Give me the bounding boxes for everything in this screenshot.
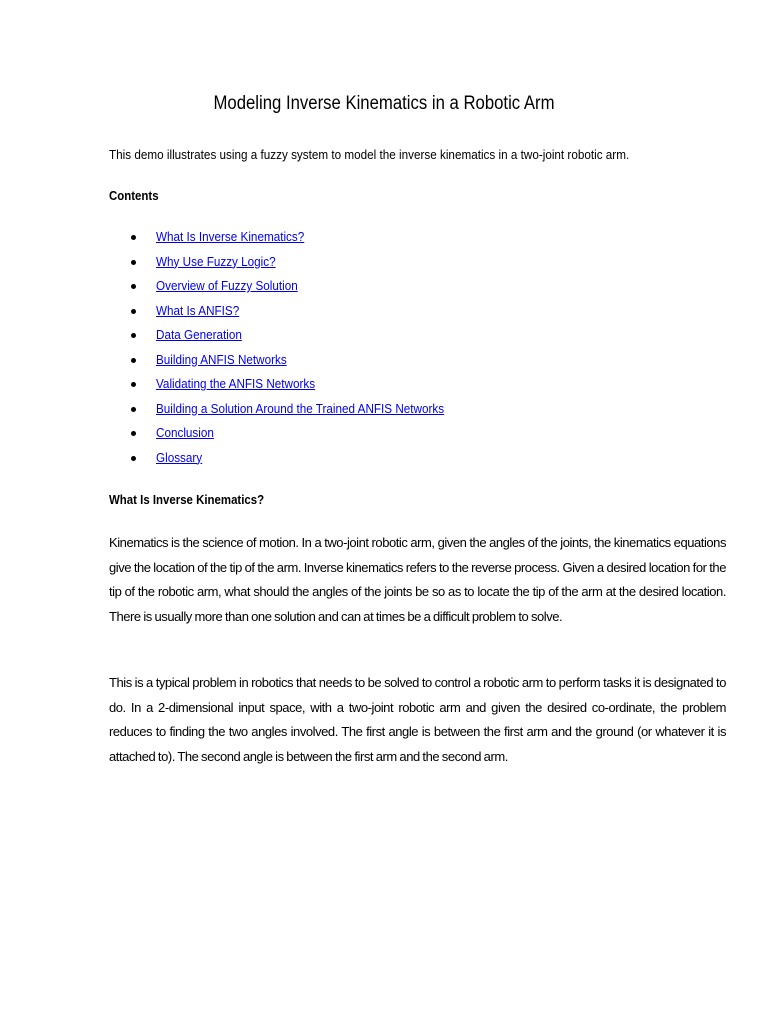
bullet-icon bbox=[131, 407, 136, 412]
bullet-icon bbox=[131, 333, 136, 338]
toc-link-what-is-anfis[interactable]: What Is ANFIS? bbox=[156, 302, 240, 318]
bullet-icon bbox=[131, 382, 136, 387]
toc-link-glossary[interactable]: Glossary bbox=[156, 449, 203, 465]
bullet-icon bbox=[131, 235, 136, 240]
intro-text: This demo illustrates using a fuzzy system to model the inverse kinematics in a two-joint robotic arm. bbox=[109, 147, 630, 162]
bullet-icon bbox=[131, 358, 136, 363]
toc-link-overview-of-fuzzy-solution[interactable]: Overview of Fuzzy Solution bbox=[156, 278, 298, 293]
toc-link-building-a-solution[interactable]: Building a Solution Around the Trained ANFIS Networks bbox=[156, 400, 445, 416]
bullet-icon bbox=[131, 431, 136, 436]
body-paragraph-2: This is a typical problem in robotics that needs to be solved to control a robotic arm to perform tasks it is designated to do. In a 2-dimensional input space, with a two-joint robotic arm and given the desired co-ordinate, the problem reduces to finding the two angles involved. The first angle is between the first arm and the ground (or whatever it is attached to). The second angle is between the first arm and the second arm. bbox=[109, 675, 726, 764]
toc-link-what-is-inverse-kinematics[interactable]: What Is Inverse Kinematics? bbox=[156, 229, 305, 244]
page-title: Modeling Inverse Kinematics in a Robotic Arm bbox=[213, 93, 555, 114]
bullet-icon bbox=[131, 284, 136, 289]
bullet-icon bbox=[131, 309, 136, 314]
contents-heading: Contents bbox=[109, 188, 159, 203]
toc-link-data-generation[interactable]: Data Generation bbox=[156, 327, 242, 342]
toc-link-why-use-fuzzy-logic[interactable]: Why Use Fuzzy Logic? bbox=[156, 253, 276, 269]
bullet-icon bbox=[131, 456, 136, 461]
section-heading: What Is Inverse Kinematics? bbox=[109, 492, 265, 507]
toc-link-building-anfis-networks[interactable]: Building ANFIS Networks bbox=[156, 351, 287, 367]
bullet-icon bbox=[131, 260, 136, 265]
body-paragraph-1: Kinematics is the science of motion. In a two-joint robotic arm, given the angles of the joints, the kinematics equations give the location of the tip of the arm. Inverse kinematics refers to the reverse process. Given a desired location for the tip of the robotic arm, what should the angles of the joints be so as to locate the tip of the arm at the desired location. There is usually more than one solution and can at times be a difficult problem to solve. bbox=[109, 535, 726, 624]
toc-link-conclusion[interactable]: Conclusion bbox=[156, 425, 214, 440]
toc-link-validating-the-anfis-networks[interactable]: Validating the ANFIS Networks bbox=[156, 376, 316, 391]
